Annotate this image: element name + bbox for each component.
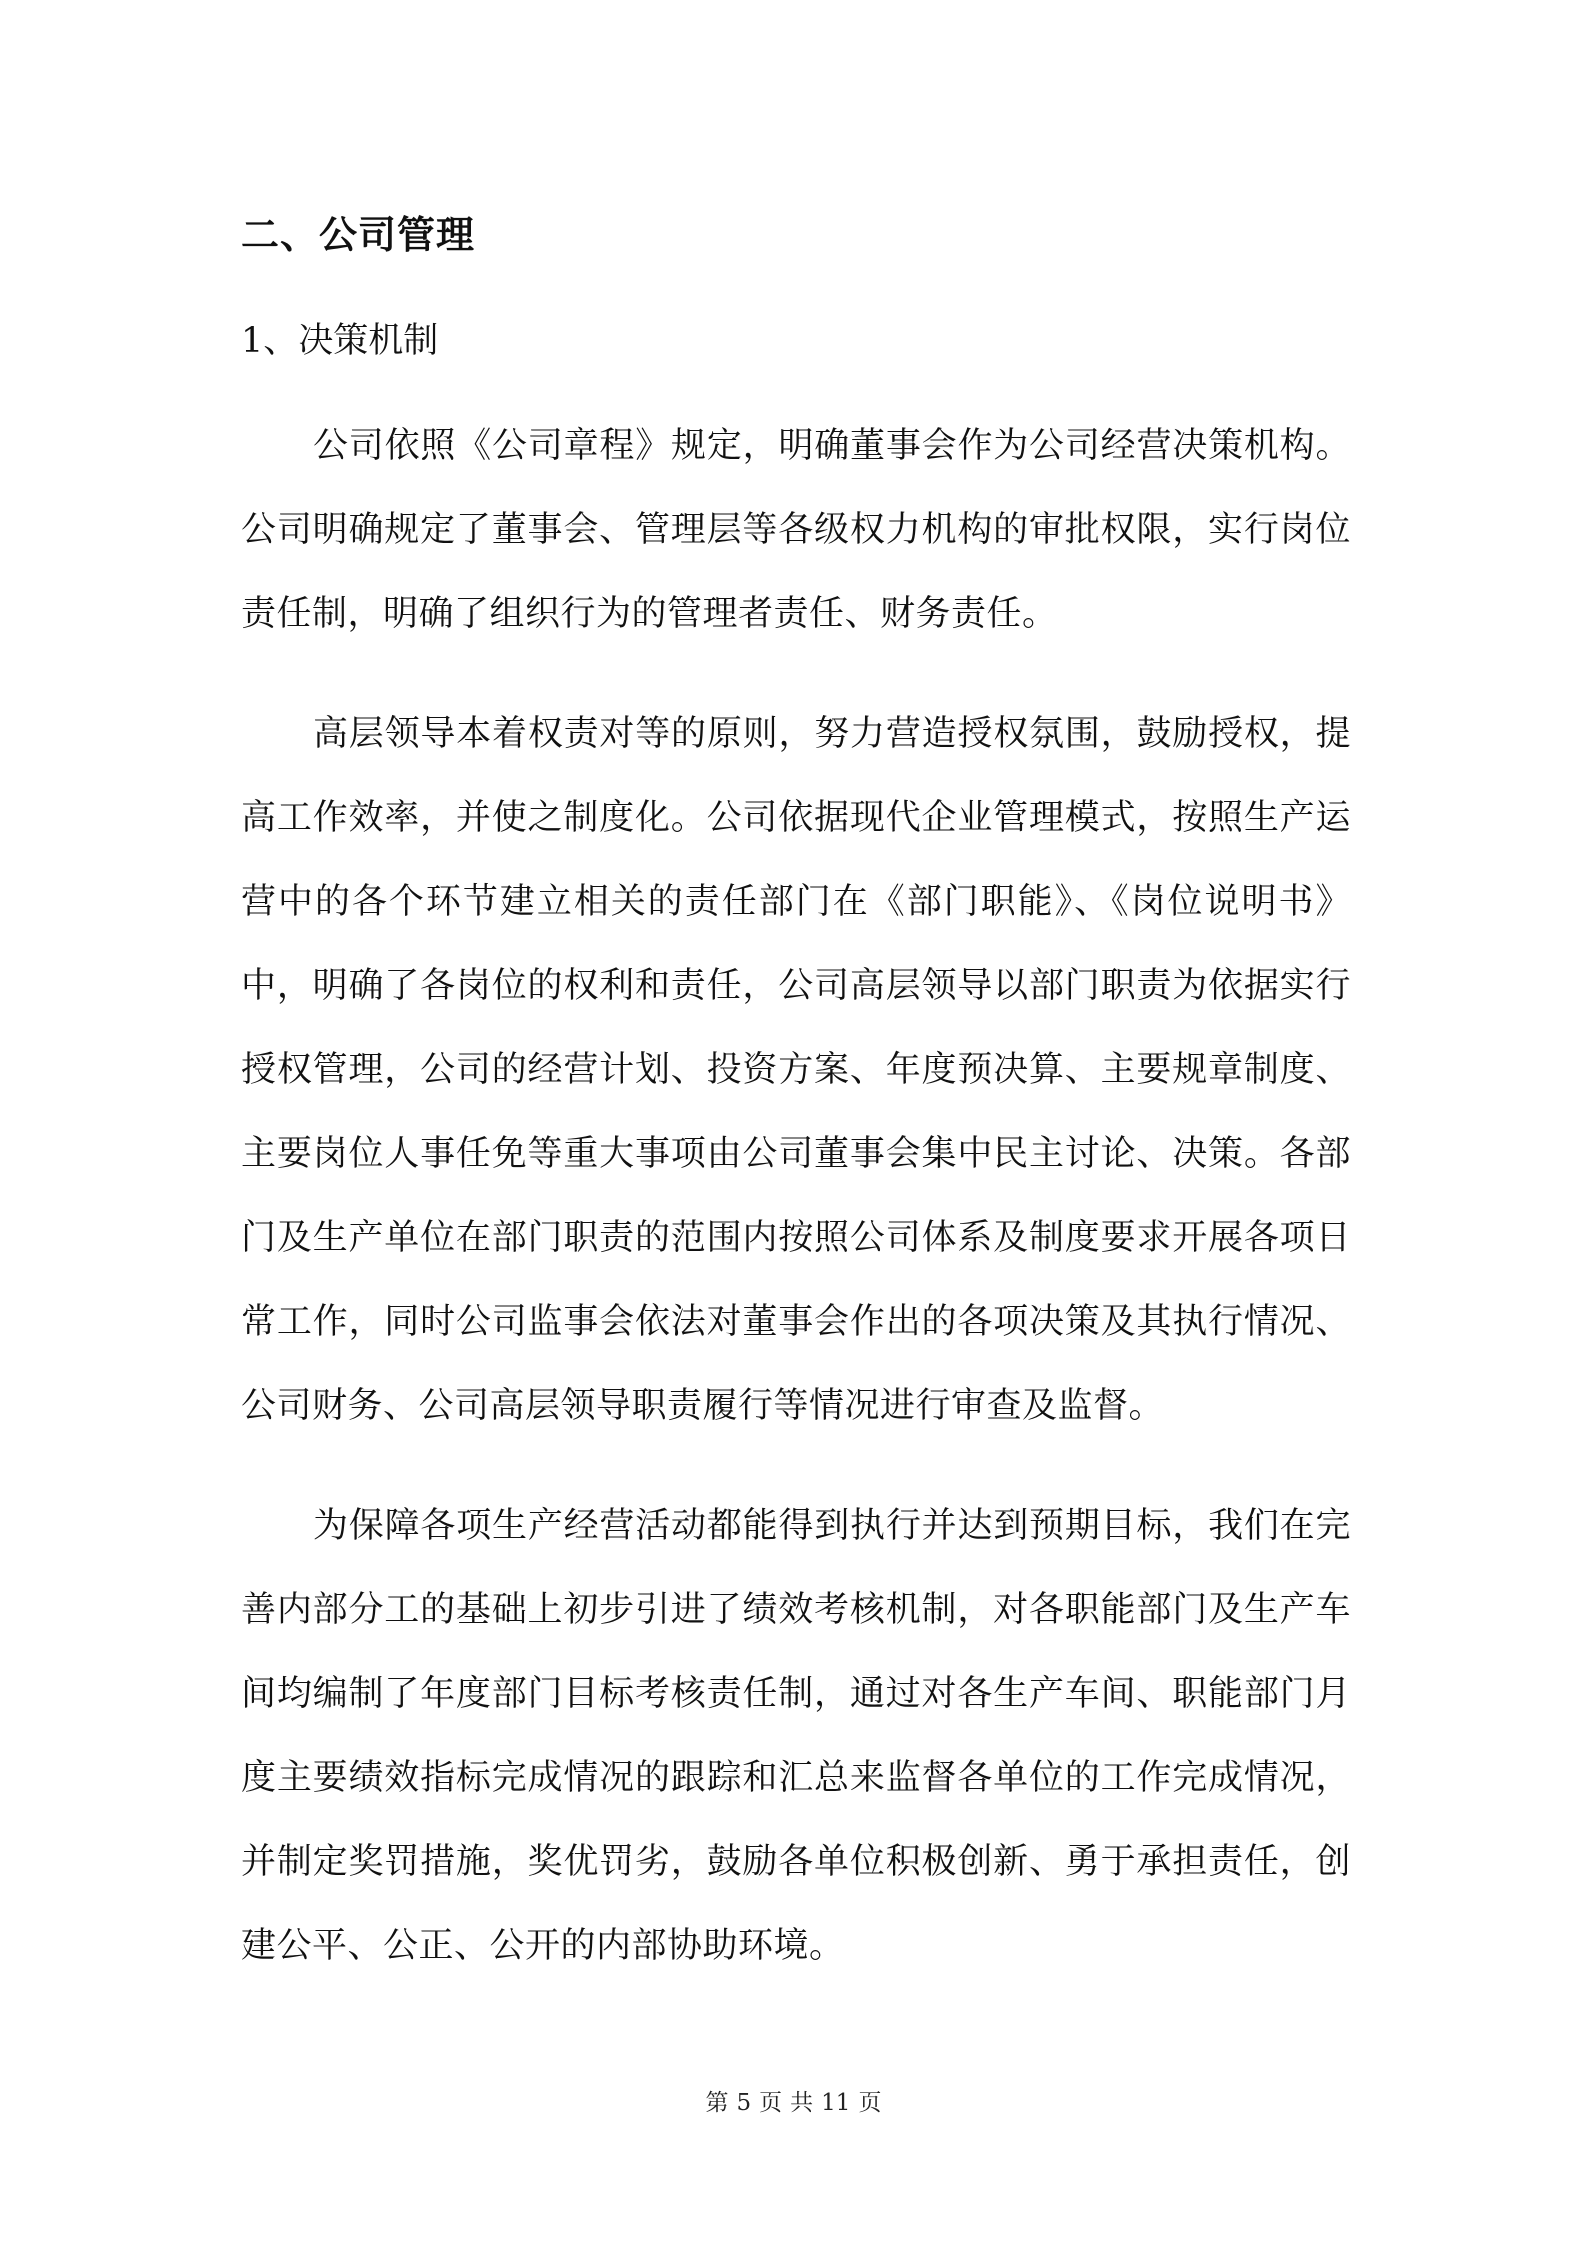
paragraph-authorization: 高层领导本着权责对等的原则，努力营造授权氛围，鼓励授权，提高工作效率，并使之制度化。公司依据现代企业管理模式，按照生产运营中的各个环节建立相关的责任部门在《部门职能》、《岗位说明书》中，明确了各岗位的权利和责任，公司高层领导以部门职责为依据实行授权管理，公司的经营计划、投资方案、年度预决算、主要规章制度、主要岗位人事任免等重大事项由公司董事会集中民主讨论、决策。各部门及生产单位在部门职责的范围内按照公司体系及制度要求开展各项日常工作，同时公司监事会依法对董事会作出的各项决策及其执行情况、公司财务、公司高层领导职责履行等情况进行审查及监督。 <box>241 714 1351 1426</box>
footer-current-page: 5 <box>736 2090 752 2116</box>
section-heading: 二、公司管理 <box>241 213 476 257</box>
footer-total-pages: 11 <box>821 2090 851 2116</box>
footer-prefix: 第 <box>705 2090 729 2116</box>
paragraph-decision-body: 公司依照《公司章程》规定，明确董事会作为公司经营决策机构。公司明确规定了董事会、管理层等各级权力机构的审批权限，实行岗位责任制，明确了组织行为的管理者责任、财务责任。 <box>241 426 1351 634</box>
footer-page-word: 页 <box>759 2090 783 2116</box>
subsection-heading: 1、决策机制 <box>241 321 439 361</box>
footer-total-word: 共 <box>790 2090 814 2116</box>
paragraph-performance: 为保障各项生产经营活动都能得到执行并达到预期目标，我们在完善内部分工的基础上初步引进了绩效考核机制，对各职能部门及生产车间均编制了年度部门目标考核责任制，通过对各生产车间、职能部门月度主要绩效指标完成情况的跟踪和汇总来监督各单位的工作完成情况，并制定奖罚措施，奖优罚劣，鼓励各单位积极创新、勇于承担责任，创建公平、公正、公开的内部协助环境。 <box>241 1506 1351 1966</box>
page-footer <box>0 2088 1587 2118</box>
page-content <box>241 200 1351 2024</box>
footer-suffix: 页 <box>858 2090 882 2116</box>
